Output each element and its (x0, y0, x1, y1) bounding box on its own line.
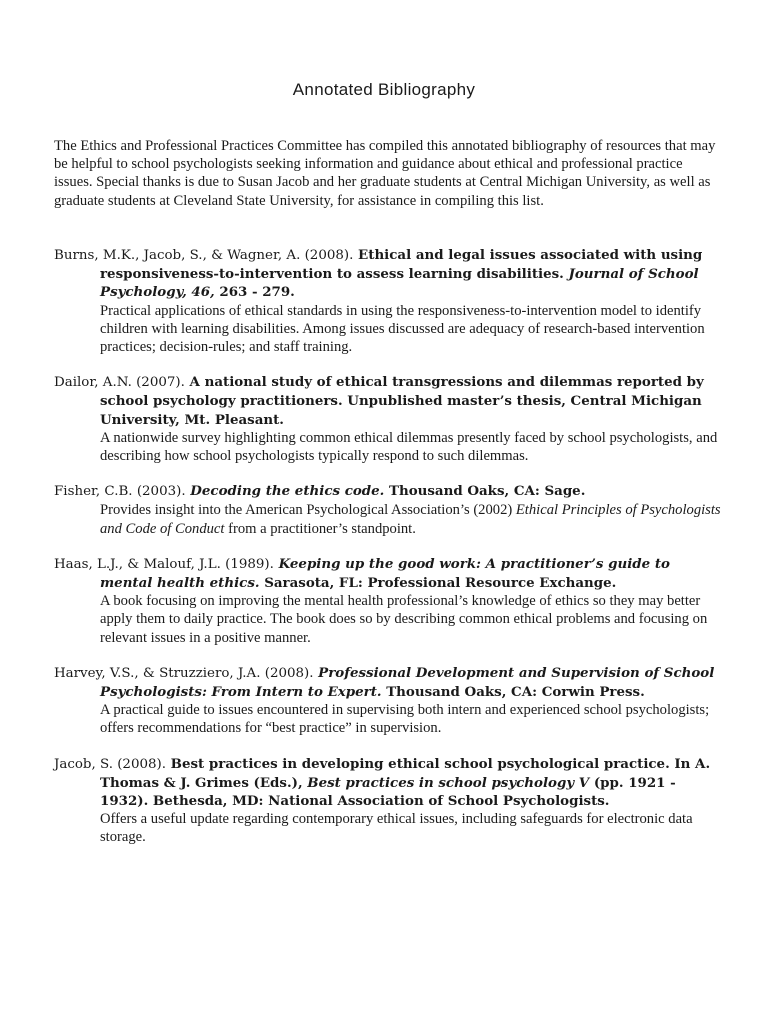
citation-authors: Fisher, C.B. (2003). (54, 484, 186, 500)
citation (54, 755, 724, 811)
bibliography-entry (54, 246, 724, 356)
annotation-text: Provides insight into the American Psychological Association’s (2002) (100, 502, 513, 519)
citation-title: Decoding the ethics code. (190, 483, 385, 500)
citation-journal: Journal of School Psychology, 46, (100, 266, 699, 301)
citation-authors: Dailor, A.N. (2007). (54, 375, 185, 391)
bibliography-list (54, 246, 724, 864)
bibliography-entry (54, 755, 724, 847)
citation-title: Ethical and legal issues associated with using responsiveness-to-intervention to assess learning disabilities. (100, 247, 703, 283)
citation-authors: Jacob, S. (2008). (54, 756, 166, 772)
page-title: Annotated Bibliography (292, 80, 476, 99)
citation-publisher: (pp. 1921 - 1932). Bethesda, MD: National Association of School Psychologists. (100, 774, 676, 810)
citation (54, 482, 724, 501)
bibliography-entry (54, 373, 724, 465)
citation-publisher: Thousand Oaks, CA: Corwin Press. (386, 684, 645, 701)
citation-title: Keeping up the good work: A practitioner’s guide to mental health ethics. (100, 555, 670, 592)
annotation: A book focusing on improving the mental health professional’s knowledge of ethics so they may better apply them to daily practice. The book does so by describing common ethical problems and focusing on relevant issues in a positive manner. (100, 593, 708, 646)
citation-authors: Burns, M.K., Jacob, S., & Wagner, A. (2008). (54, 248, 354, 263)
citation-title: Best practices in developing ethical school psychological practice. In A. Thomas & J. Grimes (Eds.), (100, 755, 711, 791)
intro-paragraph: The Ethics and Professional Practices Committee has compiled this annotated bibliography of resources that may be helpful to school psychologists seeking information and guidance about ethical and professional practice issues. Special thanks is due to Susan Jacob and her graduate students at Central Michigan University, as well as graduate students at Cleveland State University, for assistance in compiling this list. (54, 138, 716, 209)
citation (54, 664, 724, 701)
annotation: A practical guide to issues encountered in supervising both intern and experienced school psychologists; offers recommendations for “best practice” in supervision. (100, 702, 710, 737)
bibliography-entry (54, 555, 724, 647)
citation-authors: Haas, L.J., & Malouf, J.L. (1989). (54, 556, 274, 572)
citation (54, 555, 724, 592)
citation-book-title: Best practices in school psychology V (307, 774, 590, 791)
annotation (54, 501, 724, 537)
citation-publisher: Thousand Oaks, CA: Sage. (389, 483, 586, 500)
citation-authors: Harvey, V.S., & Struzziero, J.A. (2008). (54, 665, 314, 681)
annotation-italic-title: Ethical Principles of Psychologists and Code of Conduct (100, 502, 721, 537)
citation-title: A national study of ethical transgressions and dilemmas reported by school psychology practitioners. Unpublished master’s thesis, Central Michigan University, Mt. Pleasant. (100, 374, 704, 428)
annotation: Practical applications of ethical standards in using the responsiveness-to-intervention model to identify children with learning disabilities. Among issues discussed are adequacy of research-based intervention practices; decision-rules; and staff training. (100, 302, 705, 356)
citation-pages: 263 - 279. (219, 284, 295, 301)
annotation: Offers a useful update regarding contemporary ethical issues, including safeguards for electronic data storage. (100, 811, 693, 846)
citation (54, 246, 724, 302)
bibliography-entry (54, 482, 724, 538)
annotation: A nationwide survey highlighting common ethical dilemmas presently faced by school psychologists, and describing how school psychologists typically respond to such dilemmas. (100, 429, 718, 465)
bibliography-entry (54, 664, 724, 738)
citation-title: Professional Development and Supervision of School Psychologists: From Intern to Expert. (100, 664, 715, 701)
annotation-text: from a practitioner’s standpoint. (228, 520, 416, 537)
citation-publisher: Sarasota, FL: Professional Resource Exchange. (264, 575, 617, 592)
citation (54, 373, 724, 429)
